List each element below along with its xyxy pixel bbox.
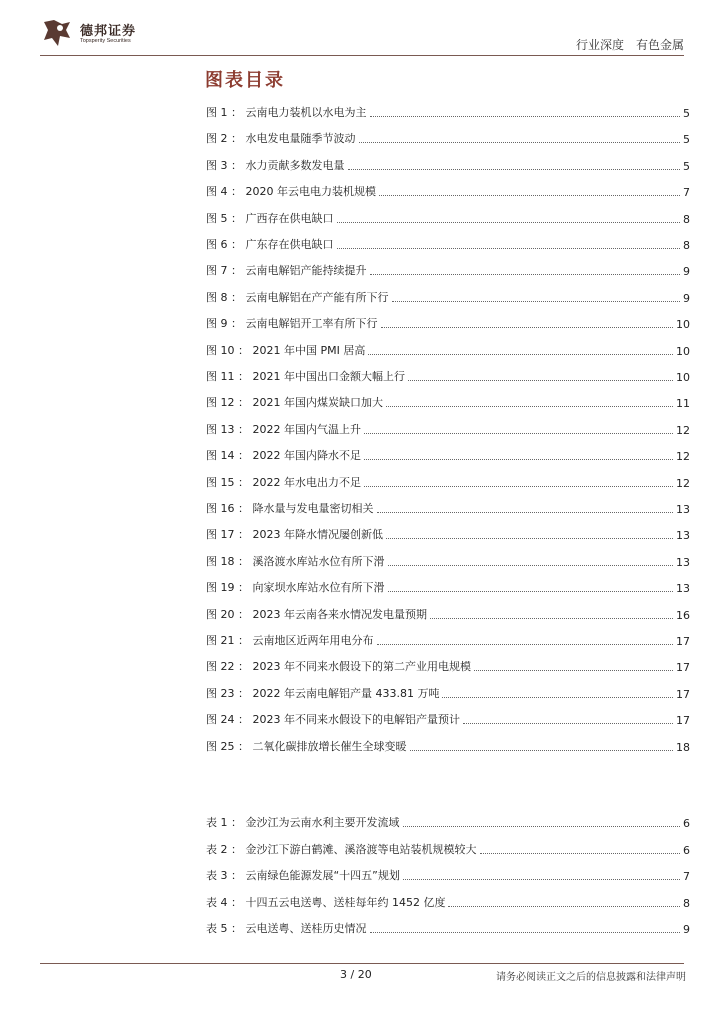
figure-entry-label: 图 16 ： 降水量与发电量密切相关 — [206, 502, 374, 515]
dot-leader — [403, 825, 681, 827]
figure-entry[interactable] — [206, 711, 690, 727]
dot-leader — [480, 852, 681, 854]
dot-leader — [379, 194, 680, 196]
dot-leader — [403, 878, 680, 880]
figure-entry-label: 图 12 ： 2021 年国内煤炭缺口加大 — [206, 396, 383, 410]
figure-entry[interactable] — [206, 500, 690, 516]
figure-entry-page: 5 — [683, 133, 690, 147]
table-entry[interactable] — [206, 814, 690, 830]
table-entry-label: 表 2 ： 金沙江下游白鹤滩、溪洛渡等电站装机规模较大 — [206, 842, 477, 856]
figure-entry-label: 图 4 ： 2020 年云电电力装机规模 — [206, 185, 376, 199]
figure-entry-page: 13 — [676, 529, 690, 543]
figure-entry[interactable] — [206, 421, 690, 437]
figure-entry-page: 10 — [676, 371, 690, 384]
dot-leader — [388, 590, 674, 592]
figure-entry-page: 7 — [683, 186, 690, 200]
figure-entry-page: 11 — [676, 397, 690, 411]
figure-entry-label: 图 11 ： 2021 年中国出口金额大幅上行 — [206, 370, 405, 383]
dot-leader — [348, 168, 681, 170]
figure-entry[interactable] — [206, 632, 690, 648]
figure-entry[interactable] — [206, 474, 690, 490]
figure-entry-page: 16 — [676, 608, 690, 622]
figure-entry[interactable] — [206, 315, 690, 331]
figure-entry[interactable] — [206, 526, 690, 542]
figure-entry-page: 8 — [683, 239, 690, 252]
figure-entry-label: 图 25 ： 二氧化碳排放增长催生全球变暖 — [206, 739, 407, 753]
dot-leader — [388, 564, 674, 566]
figure-entry-label: 图 9 ： 云南电解铝开工率有所下行 — [206, 317, 378, 331]
figure-entry-page: 17 — [676, 661, 690, 675]
report-type: 行业深度 — [575, 38, 624, 52]
figure-entry[interactable] — [206, 368, 690, 384]
dot-leader — [430, 617, 673, 619]
figure-entry[interactable] — [206, 130, 690, 146]
figure-entry-label: 图 6 ： 广东存在供电缺口 — [206, 238, 334, 251]
dot-leader — [386, 405, 673, 407]
figure-entry-page: 13 — [676, 503, 690, 516]
figure-entry-label: 图 20 ： 2023 年云南各来水情况发电量预期 — [206, 607, 427, 621]
figure-entry-page: 9 — [683, 291, 690, 305]
figure-entry[interactable] — [206, 394, 690, 410]
dot-leader — [474, 669, 673, 671]
figure-entry-page: 5 — [683, 159, 690, 173]
page-number: 3 / 20 — [340, 968, 372, 981]
table-entry-label: 表 3 ： 云南绿色能源发展“十四五”规划 — [206, 869, 400, 882]
logo-name-cn: 德邦证券 — [80, 24, 137, 39]
figure-entry-label: 图 17 ： 2023 年降水情况屡创新低 — [206, 528, 383, 542]
dot-leader — [370, 115, 681, 117]
dot-leader — [386, 537, 673, 539]
report-category — [576, 36, 684, 53]
figure-entry-page: 13 — [676, 555, 690, 569]
logo-name-en: Topsperity Securities — [80, 38, 131, 44]
logo-mark-icon — [40, 16, 74, 50]
table-entry-page: 9 — [683, 923, 690, 936]
figure-entry-page: 13 — [676, 582, 690, 596]
figure-entry[interactable] — [206, 579, 690, 595]
table-entry-page: 7 — [683, 870, 690, 883]
dot-leader — [377, 511, 674, 513]
figure-entry-label: 图 3 ： 水力贡献多数发电量 — [206, 158, 345, 172]
footer-divider — [40, 963, 684, 964]
dot-leader — [364, 485, 673, 487]
table-entry[interactable] — [206, 920, 690, 936]
figure-entry-page: 5 — [683, 107, 690, 120]
figure-entry[interactable] — [206, 210, 690, 226]
figure-entry[interactable] — [206, 183, 690, 199]
figure-entry-label: 图 24 ： 2023 年不同来水假设下的电解铝产量预计 — [206, 713, 460, 727]
dot-leader — [337, 247, 681, 249]
dot-leader — [408, 379, 673, 381]
table-entry-page: 8 — [683, 896, 690, 910]
dot-leader — [463, 722, 673, 724]
dot-leader — [448, 905, 680, 907]
figure-entry[interactable] — [206, 342, 690, 358]
figure-entry-page: 18 — [676, 740, 690, 754]
figure-entry-page: 9 — [683, 265, 690, 279]
toc-title: 图表目录 — [205, 70, 285, 91]
figure-entry-label: 图 13 ： 2022 年国内气温上升 — [206, 422, 361, 436]
figure-entry-page: 12 — [676, 450, 690, 464]
dot-leader — [381, 326, 674, 328]
figure-entry-page: 10 — [676, 318, 690, 332]
company-logo — [40, 16, 190, 50]
figure-entry[interactable] — [206, 738, 690, 754]
figure-entry-page: 17 — [676, 714, 690, 728]
figure-entry[interactable] — [206, 606, 690, 622]
figure-entry-label: 图 23 ： 2022 年云南电解铝产量 433.81 万吨 — [206, 686, 440, 700]
figure-entry-page: 17 — [676, 687, 690, 701]
report-industry: 有色金属 — [635, 38, 684, 52]
figure-entry[interactable] — [206, 262, 690, 278]
page-header — [0, 0, 724, 60]
header-divider — [40, 55, 684, 56]
dot-leader — [368, 353, 673, 355]
table-entry-label: 表 1 ： 金沙江为云南水利主要开发流域 — [206, 816, 400, 829]
table-entry-page: 6 — [683, 843, 690, 857]
figure-entry-label: 图 8 ： 云南电解铝在产产能有所下行 — [206, 290, 389, 304]
figure-entry[interactable] — [206, 658, 690, 674]
dot-leader — [370, 273, 681, 275]
figure-entry-label: 图 14 ： 2022 年国内降水不足 — [206, 449, 361, 463]
dot-leader — [392, 300, 681, 302]
figure-entry-label: 图 10 ： 2021 年中国 PMI 居高 — [206, 343, 366, 357]
figure-entry-label: 图 18 ： 溪洛渡水库站水位有所下滑 — [206, 554, 385, 568]
figure-entry[interactable] — [206, 236, 690, 252]
figure-entry-page: 10 — [676, 344, 690, 358]
table-entry-label: 表 5 ： 云电送粤、送桂历史情况 — [206, 922, 367, 935]
table-entry[interactable] — [206, 894, 690, 910]
figure-entry[interactable] — [206, 104, 690, 120]
figure-entry[interactable] — [206, 553, 690, 569]
figure-entry[interactable] — [206, 157, 690, 173]
dot-leader — [410, 749, 674, 751]
figure-entry-label: 图 2 ： 水电发电量随季节波动 — [206, 132, 356, 146]
figure-entry-label: 图 1 ： 云南电力装机以水电为主 — [206, 106, 367, 119]
dot-leader — [377, 643, 674, 645]
figure-entry-label: 图 7 ： 云南电解铝产能持续提升 — [206, 264, 367, 278]
figure-entry[interactable] — [206, 685, 690, 701]
legal-disclaimer: 请务必阅读正文之后的信息披露和法律声明 — [496, 972, 686, 983]
dot-leader — [337, 221, 681, 223]
figure-entry-label: 图 21 ： 云南地区近两年用电分布 — [206, 634, 374, 647]
figure-entry-page: 12 — [676, 476, 690, 490]
figure-entry-label: 图 19 ： 向家坝水库站水位有所下滑 — [206, 581, 385, 595]
figure-entry-label: 图 22 ： 2023 年不同来水假设下的第二产业用电规模 — [206, 660, 471, 674]
dot-leader — [364, 432, 673, 434]
table-entry-page: 6 — [683, 817, 690, 830]
figure-entry-label: 图 15 ： 2022 年水电出力不足 — [206, 475, 361, 489]
dot-leader — [364, 458, 673, 460]
figure-entry-page: 17 — [676, 635, 690, 648]
table-entry-label: 表 4 ： 十四五云电送粤、送桂每年约 1452 亿度 — [206, 895, 446, 909]
figure-entry-page: 12 — [676, 423, 690, 437]
figure-entry[interactable] — [206, 447, 690, 463]
figure-entry-page: 8 — [683, 212, 690, 226]
dot-leader — [370, 931, 681, 933]
figure-entry[interactable] — [206, 289, 690, 305]
table-entry[interactable] — [206, 867, 690, 883]
dot-leader — [359, 141, 681, 143]
figure-entry-label: 图 5 ： 广西存在供电缺口 — [206, 211, 334, 225]
table-entry[interactable] — [206, 841, 690, 857]
dot-leader — [442, 696, 673, 698]
